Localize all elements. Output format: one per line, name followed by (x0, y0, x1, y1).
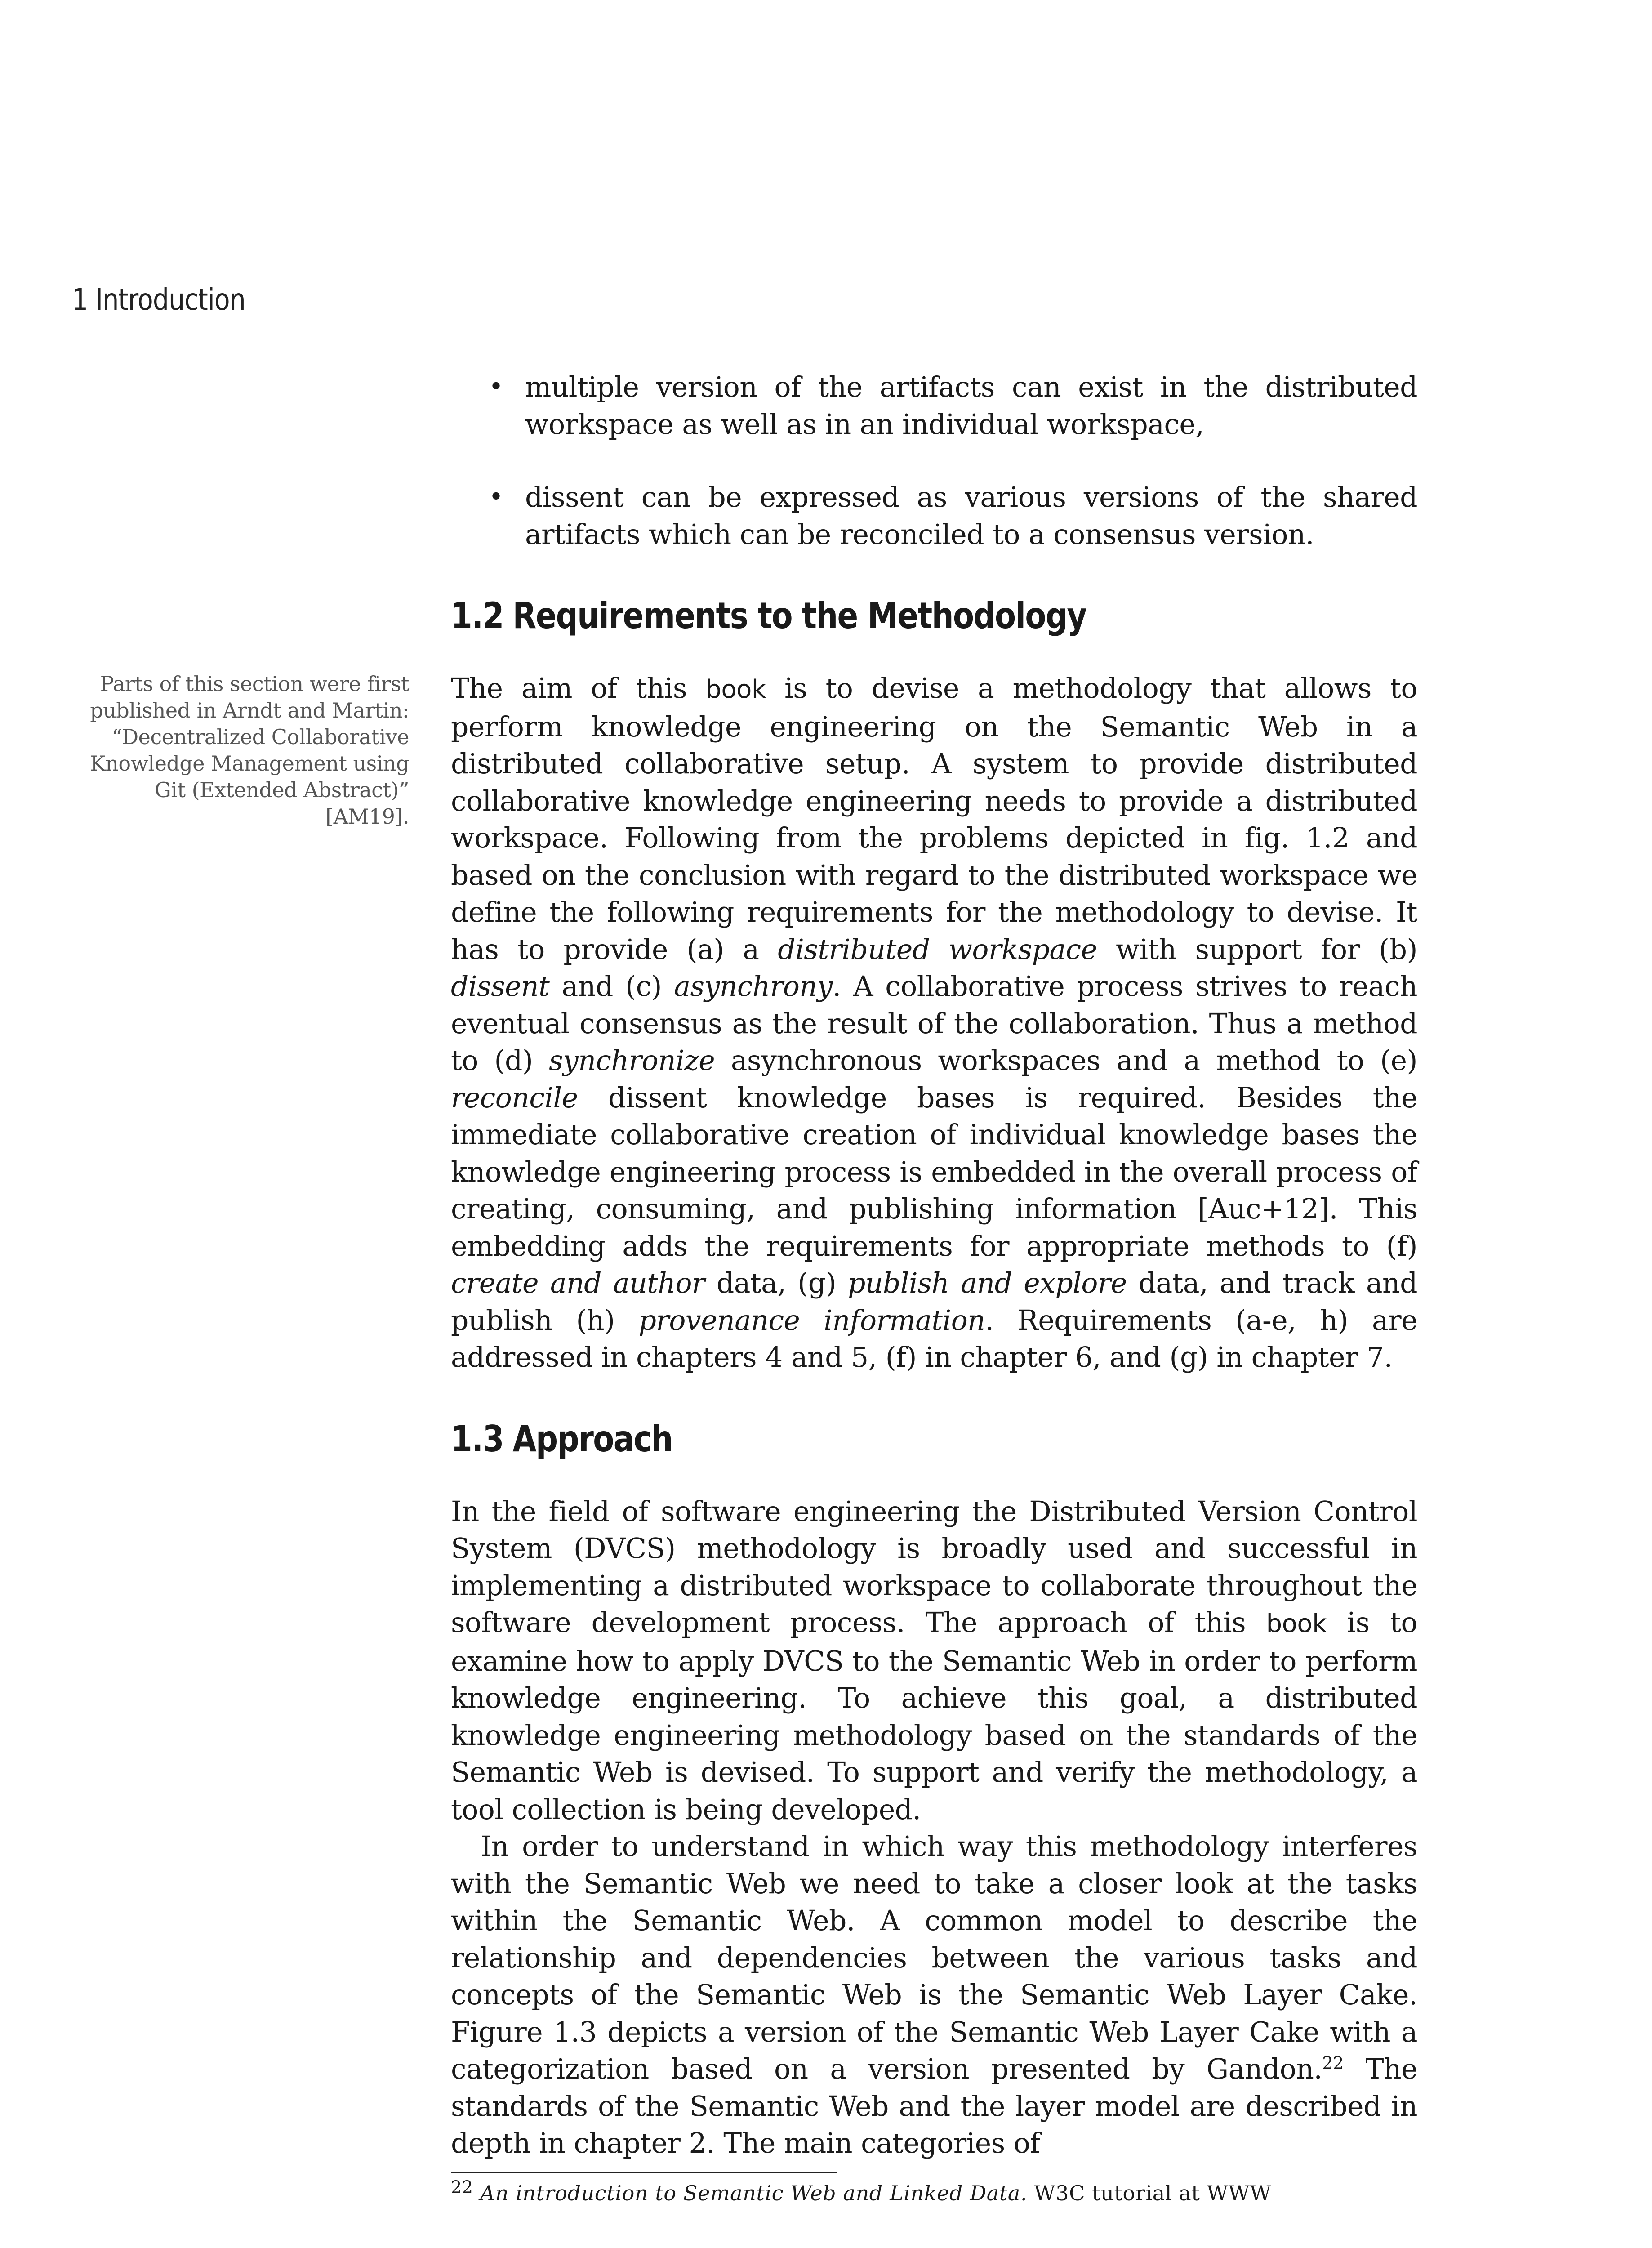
list-item (451, 369, 1417, 443)
main-text-column (451, 369, 1417, 2207)
text-run: . Requirements (a-e, h) are addressed in chapters 4 and 5, (f) in chapter 6, and (g) in chapter 7. (451, 1304, 1417, 1374)
footnote-reference[interactable]: 22 (1322, 2053, 1344, 2073)
footnote-text: W3C tutorial at WWW (1027, 2181, 1272, 2205)
text-run: book (1266, 1609, 1327, 1638)
footnote (451, 2177, 1417, 2207)
text-run: is to examine how to apply DVCS to the Semantic Web in order to perform knowledge engineering. To achieve this goal, a distributed knowledge engineering methodology based on the standards of the Semantic Web is devised. To support and verify the methodology, a tool collection is being developed. (451, 1606, 1417, 1826)
text-run: In the field of software engineering the Distributed Version Control System (DVCS) methodology is broadly used and successful in implementing a distributed workspace to collaborate throughout the software development process. The approach of this (451, 1495, 1417, 1639)
section-title: Approach (512, 1418, 672, 1460)
text-run: . A collaborative process strives to reach eventual consensus as the result of the collaboration. Thus a method to (d) (451, 970, 1417, 1077)
list-item-text: dissent can be expressed as various versions of the shared artifacts which can be reconciled to a consensus version. (525, 481, 1417, 551)
text-run: is to devise a methodology that allows to perform knowledge engineering on the Semantic Web in a distributed collaborative setup. A system to provide distributed collaborative knowledge engineering needs to provide a distributed workspace. Following from the problems depicted in fig. 1.2 and based on the conclusion with regard to the distributed workspace we define the following requirements for the methodology to devise. It has to provide (a) a (451, 672, 1417, 966)
emphasis: asynchrony (674, 970, 833, 1003)
text-run: and (c) (549, 970, 674, 1003)
footnote-mark: 22 (451, 2177, 473, 2197)
text-run: data, (g) (704, 1267, 848, 1299)
text-run: asynchronous workspaces and a method to (e) (715, 1044, 1417, 1077)
emphasis: distributed workspace (778, 933, 1097, 966)
text-run: dissent knowledge bases is required. Besides the immediate collaborative creation of individual knowledge bases the knowledge engineering process is embedded in the overall process of creating, consuming, and publishing information [Auc+12]. This embedding adds the requirements for appropriate methods to (f) (451, 1081, 1417, 1262)
section-heading-1-3 (451, 1417, 1282, 1462)
text-run: The aim of this (451, 672, 706, 705)
section-number: 1.2 (451, 595, 503, 637)
list-item (451, 479, 1417, 553)
section-heading-1-2 (451, 593, 1282, 638)
emphasis: synchronize (549, 1044, 715, 1077)
bullet-icon: • (489, 372, 503, 401)
section-number: 1.3 (451, 1418, 503, 1460)
emphasis: publish and explore (847, 1267, 1127, 1299)
footnote-divider (451, 2172, 837, 2173)
margin-note: Parts of this section were first published in Arndt and Martin: “Decentralized Collaborative Knowledge Management using Git (Extended Abstract)” [AM19]. (90, 672, 409, 829)
section-title: Requirements to the Methodology (512, 595, 1086, 637)
emphasis: reconcile (451, 1081, 578, 1114)
running-head: 1 Introduction (72, 282, 245, 317)
text-run: book (705, 675, 766, 704)
text-run: data, and track and publish (h) (451, 1267, 1417, 1337)
list-item-text: multiple version of the artifacts can exist in the distributed workspace as well as in an individual workspace, (525, 371, 1417, 441)
emphasis: dissent (451, 970, 550, 1003)
text-run: The standards of the Semantic Web and the layer model are described in depth in chapter 2. The main categories of (451, 2053, 1417, 2159)
text-run: In order to understand in which way this methodology interferes with the Semantic Web we need to take a closer look at the tasks within the Semantic Web. A common model to describe the relationship and dependencies between the various tasks and concepts of the Semantic Web is the Semantic Web Layer Cake. Figure 1.3 depicts a version of the Semantic Web Layer Cake with a categorization based on a version presented by Gandon. (451, 1830, 1417, 2085)
footnote-title: An introduction to Semantic Web and Linked Data. (480, 2181, 1028, 2205)
emphasis: create and author (451, 1267, 705, 1299)
bullet-list (451, 369, 1417, 553)
paragraph (451, 1493, 1417, 1829)
emphasis: provenance information (638, 1304, 985, 1337)
text-run: with support for (b) (1097, 933, 1418, 966)
paragraph (451, 670, 1417, 1376)
paragraph (451, 1828, 1417, 2162)
bullet-icon: • (489, 482, 503, 512)
